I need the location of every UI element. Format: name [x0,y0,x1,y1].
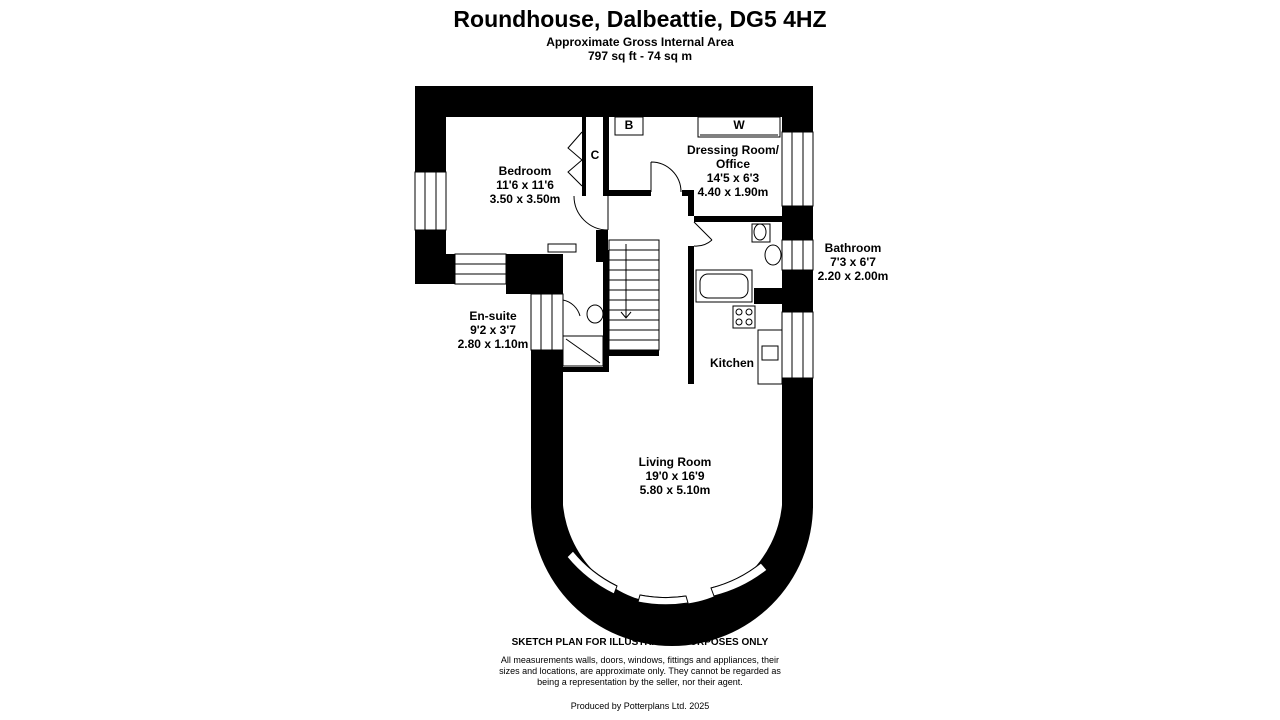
bedroom-bottom-wall [446,254,455,284]
ensuite-toilet [548,244,576,252]
bathroom-metric: 2.20 x 2.00m [817,269,889,283]
ensuite-basin [587,305,603,323]
bedroom-window-left [415,172,446,230]
disclaimer-line-2: sizes and locations, are approximate only. They cannot be regarded as [499,666,781,676]
living-metric: 5.80 x 5.10m [639,483,711,497]
bathroom-imperial: 7'3 x 6'7 [830,255,876,269]
right-wall-mid1 [782,206,813,240]
kitchen-window [782,312,813,378]
bathroom-door [694,222,712,246]
room-ensuite [443,309,543,351]
dressing-metric: 4.40 x 1.90m [697,185,769,199]
bedroom-window-bottom [455,254,506,284]
disclaimer-line-3: being a representation by the seller, nor their agent. [537,677,743,687]
room-kitchen [697,356,767,370]
room-bathroom [803,241,903,283]
dressing-name-1: Dressing Room/ [686,143,779,157]
ensuite-right-wall [603,330,609,372]
cupboard-label: C [590,148,600,162]
ensuite-door [563,300,580,316]
bedroom-dressing-wall [603,190,651,196]
bedroom-name: Bedroom [498,164,552,178]
right-wall-top [782,86,813,132]
living-left-wall [531,350,563,508]
cupboard-door-1 [568,132,582,160]
area-label: Approximate Gross Internal Area [546,35,734,49]
bathroom-bottom-wall [754,288,782,304]
stair-bottom-wall [603,350,659,356]
producer-credit: Produced by Potterplans Ltd. 2025 [570,701,710,711]
ensuite-name: En-suite [469,309,517,323]
bathroom-top-wall [694,216,782,222]
hob [733,306,755,328]
disclaimer-heading: SKETCH PLAN FOR ILLUSTRATIVE PURPOSES ONLY [511,637,769,648]
bedroom-metric: 3.50 x 3.50m [489,192,561,206]
disclaimer-line-1: All measurements walls, doors, windows, fittings and appliances, their [500,655,780,665]
living-imperial: 19'0 x 16'9 [645,469,705,483]
bathroom-left-wall [688,246,694,304]
room-dressing [673,143,793,199]
bedroom-imperial: 11'6 x 11'6 [496,178,554,192]
ensuite-metric: 2.80 x 1.10m [457,337,529,351]
kitchen-name: Kitchen [709,356,754,370]
washer-label: W [733,118,745,132]
top-wall [415,86,813,117]
bathroom-name: Bathroom [824,241,882,255]
living-curved-wall [531,505,813,646]
ensuite-bottom-wall [563,367,609,372]
dressing-imperial: 14'5 x 6'3 [706,171,760,185]
living-name: Living Room [638,455,712,469]
room-bedroom [465,164,585,206]
staircase [609,240,659,350]
toilet [754,224,766,240]
ensuite-block [506,254,563,294]
left-wall-upper [415,86,446,172]
boiler-label: B [624,118,634,132]
room-living [615,455,735,497]
bathroom-basin [765,245,781,265]
left-wall-lower [415,230,446,284]
plan-title: Roundhouse, Dalbeattie, DG5 4HZ [453,6,827,32]
disclaimer-text [0,655,1280,688]
right-wall-lower [782,378,813,508]
ensuite-imperial: 9'2 x 3'7 [470,323,516,337]
area-value: 797 sq ft - 74 sq m [587,49,693,63]
kitchen-left-wall [688,304,694,384]
dressing-name-2: Office [715,157,750,171]
